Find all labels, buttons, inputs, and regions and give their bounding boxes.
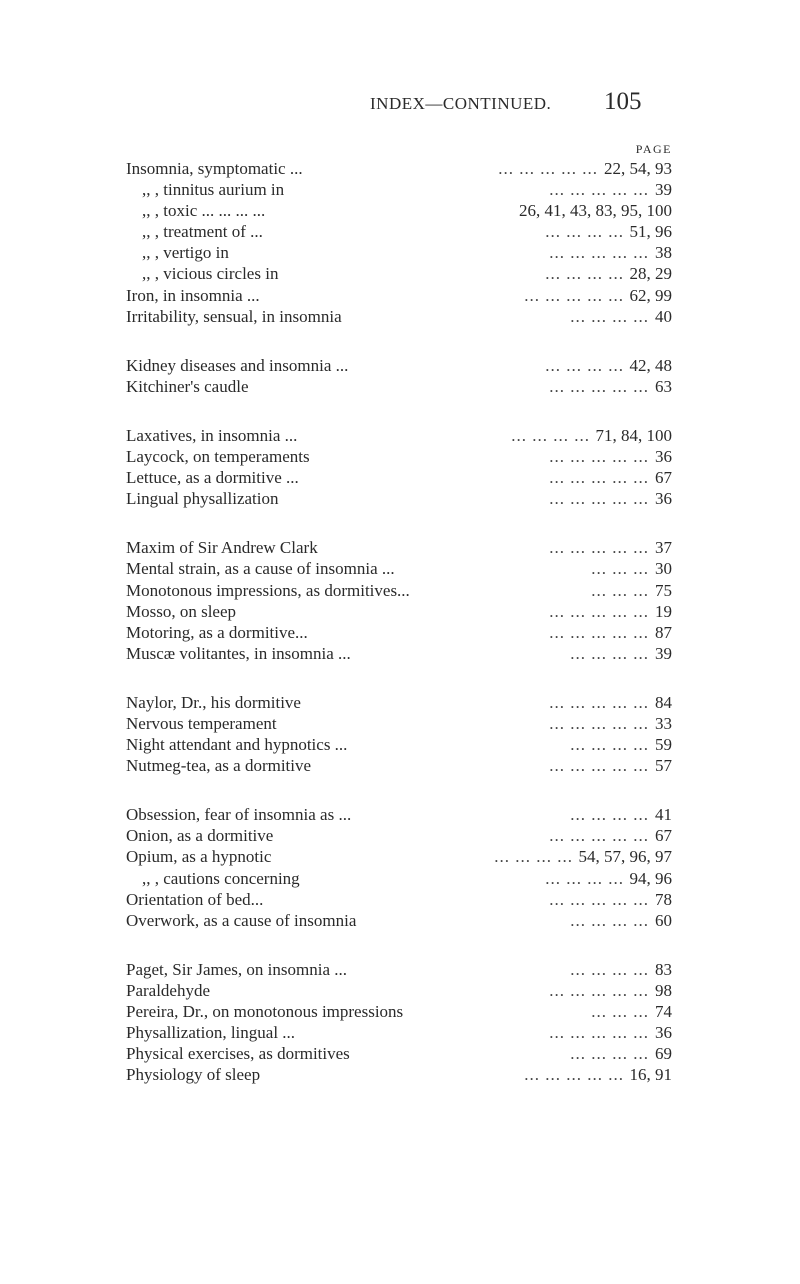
- entry-pages: 37: [655, 538, 672, 558]
- entry-pages: 42, 48: [629, 355, 672, 375]
- entry-term: Physiology of sleep: [126, 1065, 261, 1085]
- index-entry: [0, 558, 800, 579]
- entry-pages: 33: [655, 713, 672, 733]
- dot-leader: ... ... ... ... ...: [498, 159, 598, 178]
- entry-pages: 26, 41, 43, 83, 95, 100: [519, 201, 672, 221]
- entry-pages: 16, 91: [629, 1065, 672, 1085]
- index-entry: [0, 1064, 800, 1085]
- index-group: [0, 804, 800, 931]
- dot-leader: ... ... ... ...: [545, 868, 624, 888]
- entry-term: Lingual physallization: [126, 489, 279, 509]
- dot-leader: ... ... ... ...: [545, 355, 624, 375]
- index-entry: [0, 804, 800, 825]
- entry-pages: 38: [655, 243, 672, 263]
- index-entry: [0, 755, 800, 776]
- index-subentry: [0, 242, 800, 263]
- index-entry: [0, 601, 800, 622]
- index-entry: [0, 467, 800, 488]
- entry-pages: 41: [655, 805, 672, 825]
- entry-term: Overwork, as a cause of insomnia: [126, 910, 357, 930]
- index-entry: [0, 734, 800, 755]
- entry-term: ,, , cautions concerning: [142, 868, 300, 888]
- entry-term: Orientation of bed...: [126, 889, 264, 909]
- entry-term: Mosso, on sleep: [126, 601, 237, 621]
- entry-pages: 67: [655, 468, 672, 488]
- dot-leader: ... ... ... ...: [570, 306, 649, 326]
- index-entry: [0, 713, 800, 734]
- dot-leader: ... ... ... ...: [570, 643, 649, 663]
- entry-pages: 40: [655, 306, 672, 326]
- entry-term: Nutmeg-tea, as a dormitive: [126, 756, 312, 776]
- entry-term: Kitchiner's caudle: [126, 376, 249, 396]
- entry-term: ,, , tinnitus aurium in: [142, 180, 285, 200]
- index-entry: [0, 825, 800, 846]
- dot-leader: ... ... ... ...: [545, 222, 624, 242]
- entry-pages: 83: [655, 959, 672, 979]
- index-entry: [0, 446, 800, 467]
- index-entry: [0, 376, 800, 397]
- entry-term: Onion, as a dormitive: [126, 826, 274, 846]
- entry-pages: 19: [655, 601, 672, 621]
- entry-term: Mental strain, as a cause of insomnia ...: [126, 559, 395, 579]
- entry-pages: 59: [655, 735, 672, 755]
- entry-term: Motoring, as a dormitive...: [126, 622, 308, 642]
- dot-leader: ... ... ... ... ...: [549, 180, 649, 200]
- dot-leader: ... ... ... ... ...: [549, 538, 649, 558]
- entry-pages: 36: [655, 1023, 672, 1043]
- index-subentry: [0, 221, 800, 242]
- entry-term: Irritability, sensual, in insomnia: [126, 306, 342, 326]
- index-entry: [0, 910, 800, 931]
- dot-leader: ... ... ... ...: [570, 805, 649, 825]
- dot-leader: ... ... ... ... ...: [549, 756, 649, 776]
- dot-leader: ... ... ...: [591, 1002, 649, 1021]
- index-subentry: [0, 200, 800, 221]
- index-entry: [0, 643, 800, 664]
- entry-pages: 69: [655, 1044, 672, 1064]
- page-number: 105: [604, 88, 642, 115]
- dot-leader: ... ... ... ...: [570, 959, 649, 979]
- index-entry: [0, 980, 800, 1001]
- entry-term: Muscæ volitantes, in insomnia ...: [126, 643, 351, 663]
- dot-leader: ... ... ... ... ...: [549, 622, 649, 642]
- entry-pages: 84: [655, 692, 672, 712]
- entry-pages: 57: [655, 756, 672, 776]
- index-entry: [0, 889, 800, 910]
- index-list: [0, 158, 800, 1113]
- entry-pages: 60: [655, 910, 672, 930]
- running-head: [0, 88, 800, 118]
- index-entry: [0, 580, 800, 601]
- entry-pages: 39: [655, 180, 672, 200]
- index-entry: [0, 488, 800, 509]
- entry-pages: 28, 29: [629, 264, 672, 284]
- entry-pages: 62, 99: [629, 285, 672, 305]
- index-group: [0, 959, 800, 1086]
- dot-leader: ... ... ... ... ...: [549, 489, 649, 509]
- entry-pages: 54, 57, 96, 97: [578, 847, 672, 867]
- index-entry: [0, 622, 800, 643]
- index-entry: [0, 959, 800, 980]
- dot-leader: ... ... ... ...: [545, 264, 624, 284]
- dot-leader: ... ... ... ... ...: [549, 243, 649, 263]
- entry-pages: 75: [655, 580, 672, 600]
- entry-term: ,, , vertigo in: [142, 243, 229, 263]
- entry-term: Physical exercises, as dormitives: [126, 1044, 350, 1064]
- entry-term: Laxatives, in insomnia ...: [126, 425, 298, 445]
- entry-pages: 22, 54, 93: [604, 159, 672, 178]
- index-entry: [0, 355, 800, 376]
- index-group: [0, 537, 800, 664]
- index-entry: [0, 285, 800, 306]
- dot-leader: ... ... ... ...: [570, 1044, 649, 1064]
- entry-term: Paget, Sir James, on insomnia ...: [126, 959, 347, 979]
- entry-pages: 74: [655, 1002, 672, 1021]
- dot-leader: ... ... ... ... ...: [549, 692, 649, 712]
- entry-term: ,, , treatment of ...: [142, 222, 263, 242]
- index-subentry: [0, 263, 800, 284]
- dot-leader: ... ... ... ... ...: [549, 826, 649, 846]
- dot-leader: ... ... ... ... ...: [549, 1023, 649, 1043]
- dot-leader: ... ... ... ... ...: [524, 285, 624, 305]
- entry-term: Monotonous impressions, as dormitives...: [126, 580, 410, 600]
- entry-pages: 71, 84, 100: [595, 425, 672, 445]
- index-entry: [0, 692, 800, 713]
- index-group: [0, 692, 800, 776]
- entry-term: Opium, as a hypnotic: [126, 847, 272, 867]
- entry-pages: 94, 96: [629, 868, 672, 888]
- index-entry: [0, 846, 800, 867]
- dot-leader: ... ... ... ...: [570, 910, 649, 930]
- dot-leader: ... ... ... ...: [511, 425, 590, 445]
- dot-leader: ... ... ... ... ...: [549, 601, 649, 621]
- entry-term: Kidney diseases and insomnia ...: [126, 355, 349, 375]
- dot-leader: ... ... ... ... ...: [549, 468, 649, 488]
- entry-term: Laycock, on temperaments: [126, 447, 310, 467]
- entry-term: Iron, in insomnia ...: [126, 285, 260, 305]
- index-group: [0, 355, 800, 397]
- index-subentry: [0, 179, 800, 200]
- entry-pages: 30: [655, 559, 672, 579]
- entry-term: ,, , toxic ... ... ... ...: [142, 201, 266, 221]
- entry-term: Insomnia, symptomatic ...: [126, 159, 303, 178]
- index-entry: [0, 1001, 800, 1022]
- index-entry: [0, 537, 800, 558]
- entry-term: Pereira, Dr., on monotonous impressions: [126, 1002, 404, 1021]
- index-entry: [0, 1022, 800, 1043]
- dot-leader: ... ... ...: [591, 580, 649, 600]
- entry-pages: 39: [655, 643, 672, 663]
- page-column-label: PAGE: [635, 142, 672, 156]
- index-entry: [0, 425, 800, 446]
- dot-leader: ... ... ... ...: [494, 847, 573, 867]
- dot-leader: ... ... ... ... ...: [524, 1065, 624, 1085]
- dot-leader: ... ... ... ... ...: [549, 713, 649, 733]
- entry-pages: 36: [655, 447, 672, 467]
- entry-pages: 63: [655, 376, 672, 396]
- dot-leader: ... ... ... ... ...: [549, 980, 649, 1000]
- index-entry: [0, 158, 800, 179]
- entry-term: Nervous temperament: [126, 713, 277, 733]
- entry-term: Night attendant and hypnotics ...: [126, 735, 348, 755]
- index-subentry: [0, 868, 800, 889]
- dot-leader: ... ... ... ...: [570, 735, 649, 755]
- index-entry: [0, 306, 800, 327]
- entry-term: ,, , vicious circles in: [142, 264, 279, 284]
- entry-term: Paraldehyde: [126, 980, 211, 1000]
- index-group: [0, 425, 800, 509]
- dot-leader: ... ... ...: [591, 559, 649, 579]
- entry-term: Obsession, fear of insomnia as ...: [126, 805, 352, 825]
- entry-term: Maxim of Sir Andrew Clark: [126, 538, 318, 558]
- entry-pages: 87: [655, 622, 672, 642]
- entry-term: Physallization, lingual ...: [126, 1023, 296, 1043]
- running-title: INDEX—CONTINUED.: [370, 94, 552, 113]
- entry-pages: 36: [655, 489, 672, 509]
- entry-term: Naylor, Dr., his dormitive: [126, 692, 301, 712]
- entry-pages: 98: [655, 980, 672, 1000]
- dot-leader: ... ... ... ... ...: [549, 447, 649, 467]
- entry-pages: 78: [655, 889, 672, 909]
- dot-leader: ... ... ... ... ...: [549, 376, 649, 396]
- entry-term: Lettuce, as a dormitive ...: [126, 468, 299, 488]
- dot-leader: ... ... ... ... ...: [549, 889, 649, 909]
- entry-pages: 67: [655, 826, 672, 846]
- entry-pages: 51, 96: [629, 222, 672, 242]
- index-group: [0, 158, 800, 327]
- index-entry: [0, 1043, 800, 1064]
